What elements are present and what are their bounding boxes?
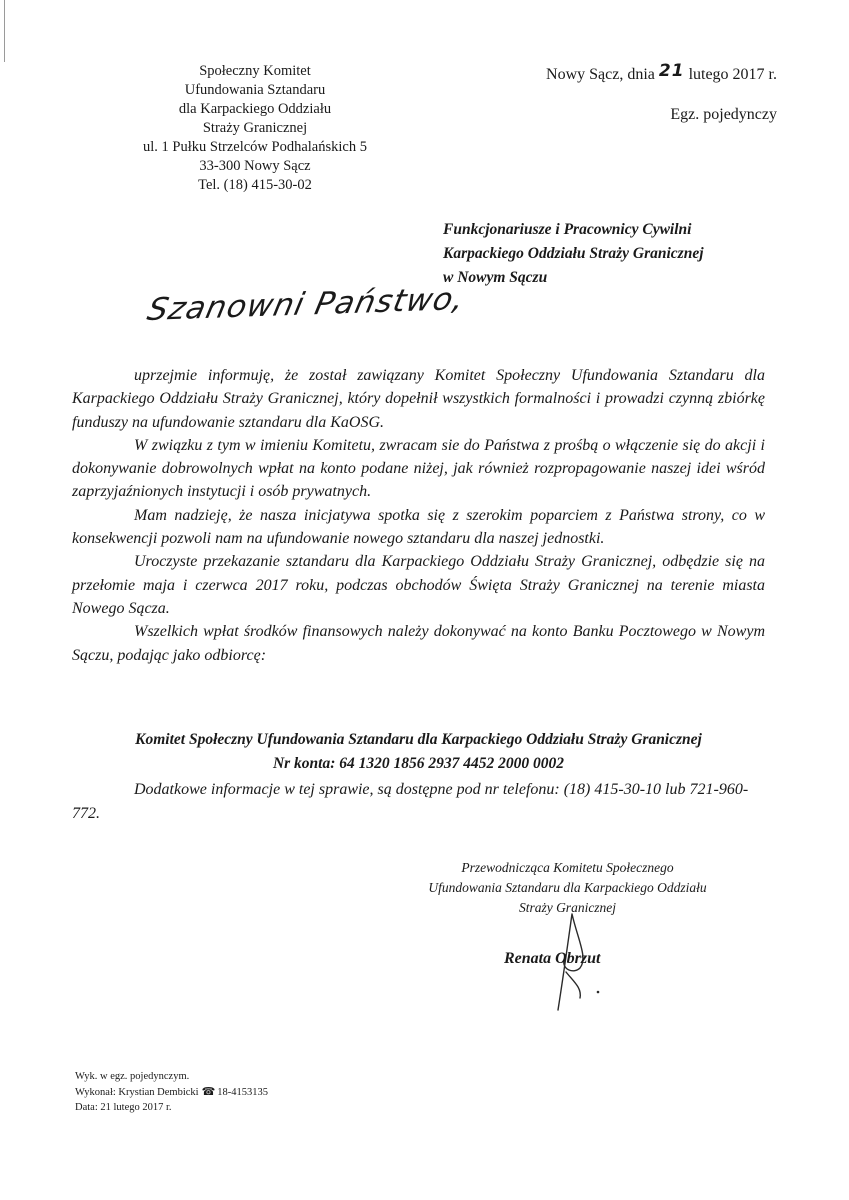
signature-title-line: Ufundowania Sztandaru dla Karpackiego Oddziału (428, 880, 707, 895)
body-paragraph: uprzejmie informuję, że został zawiązany Komitet Społeczny Ufundowania Sztandaru dla Karpackiego Oddziału Straży Granicznej, który dopełnił wszystkich formalności i prowadzi czynną zbiórkę funduszy na ufundowanie sztandaru dla KaOSG. (72, 367, 765, 431)
signature-title-line: Przewodnicząca Komitetu Społecznego (461, 860, 674, 875)
date-suffix: lutego 2017 r. (688, 66, 777, 83)
footer-date: Data: 21 lutego 2017 r. (75, 1102, 172, 1113)
payment-recipient: Komitet Społeczny Ufundowania Sztandaru dla Karpackiego Oddziału Straży Granicznej (135, 731, 702, 748)
signatory-name: Renata Obrzut (504, 950, 601, 967)
body-paragraph: W związku z tym w imieniu Komitetu, zwracam sie do Państwa z prośbą o włączenie się do akcji i dokonywanie dobrowolnych wpłat na konto podane niżej, jak również rozpropagowanie naszej idei wśród zaprzyjaźnionych instytucji i osób prywatnych. (72, 436, 765, 501)
footer-notes (75, 1069, 268, 1116)
addressee-block (443, 218, 704, 290)
body-paragraph: Wszelkich wpłat środków finansowych należy dokonywać na konto Banku Pocztowego w Nowym Sączu, podając jako odbiorcę: (72, 623, 765, 664)
date-prefix: Nowy Sącz, dnia (546, 66, 655, 83)
sender-phone: Tel. (18) 415-30-02 (198, 177, 312, 193)
signature-title-line: Straży Granicznej (518, 900, 617, 915)
footer-author-name: Wykonał: Krystian Dembicki (75, 1086, 199, 1098)
addressee-line: Karpackiego Oddziału Straży Granicznej (443, 245, 704, 262)
scan-edge-line (4, 0, 5, 62)
payment-details (72, 728, 765, 776)
sender-city: 33-300 Nowy Sącz (199, 158, 311, 174)
extra-info (72, 778, 765, 826)
sender-address: ul. 1 Pułku Strzelców Podhalańskich 5 (143, 139, 367, 155)
copies-note: Egz. pojedynczy (670, 106, 777, 123)
sender-line: Ufundowania Sztandaru (184, 82, 326, 98)
footer-copies: Wyk. w egz. pojedynczym. (75, 1071, 190, 1082)
body-paragraph: Mam nadzieję, że nasza inicjatywa spotka się z szerokim poparciem z Państwa strony, co w konsekwencji pozwoli nam na ufundowanie nowego sztandaru dla naszej jednostki. (72, 506, 765, 548)
date-line (546, 61, 777, 84)
extra-paragraph: Dodatkowe informacje w tej sprawie, są dostępne pod nr telefonu: (18) 415-30-10 lub 721-960-772. (72, 781, 749, 822)
addressee-line: w Nowym Sączu (443, 269, 548, 286)
letter-body (72, 364, 765, 667)
footer-author-phone: 18-4153135 (217, 1086, 269, 1098)
signature-title (395, 858, 740, 918)
account-number: Nr konta: 64 1320 1856 2937 4452 2000 0002 (272, 755, 565, 772)
salutation: Szanowni Państwo, (144, 281, 469, 328)
sender-block (120, 62, 390, 195)
body-paragraph: Uroczyste przekazanie sztandaru dla Karpackiego Oddziału Straży Granicznej, odbędzie się na przełomie maja i czerwca 2017 roku, podczas obchodów Święta Straży Granicznej na terenie miasta Nowego Sącza. (72, 553, 765, 617)
sender-line: Społeczny Komitet (199, 63, 311, 79)
date-day: 21 (658, 61, 685, 81)
sender-line: dla Karpackiego Oddziału (178, 101, 332, 117)
telephone-icon: ☎ (201, 1085, 216, 1098)
addressee-line: Funkcjonariusze i Pracownicy Cywilni (443, 221, 692, 238)
sender-line: Straży Granicznej (202, 120, 308, 136)
footer-author (75, 1085, 268, 1101)
